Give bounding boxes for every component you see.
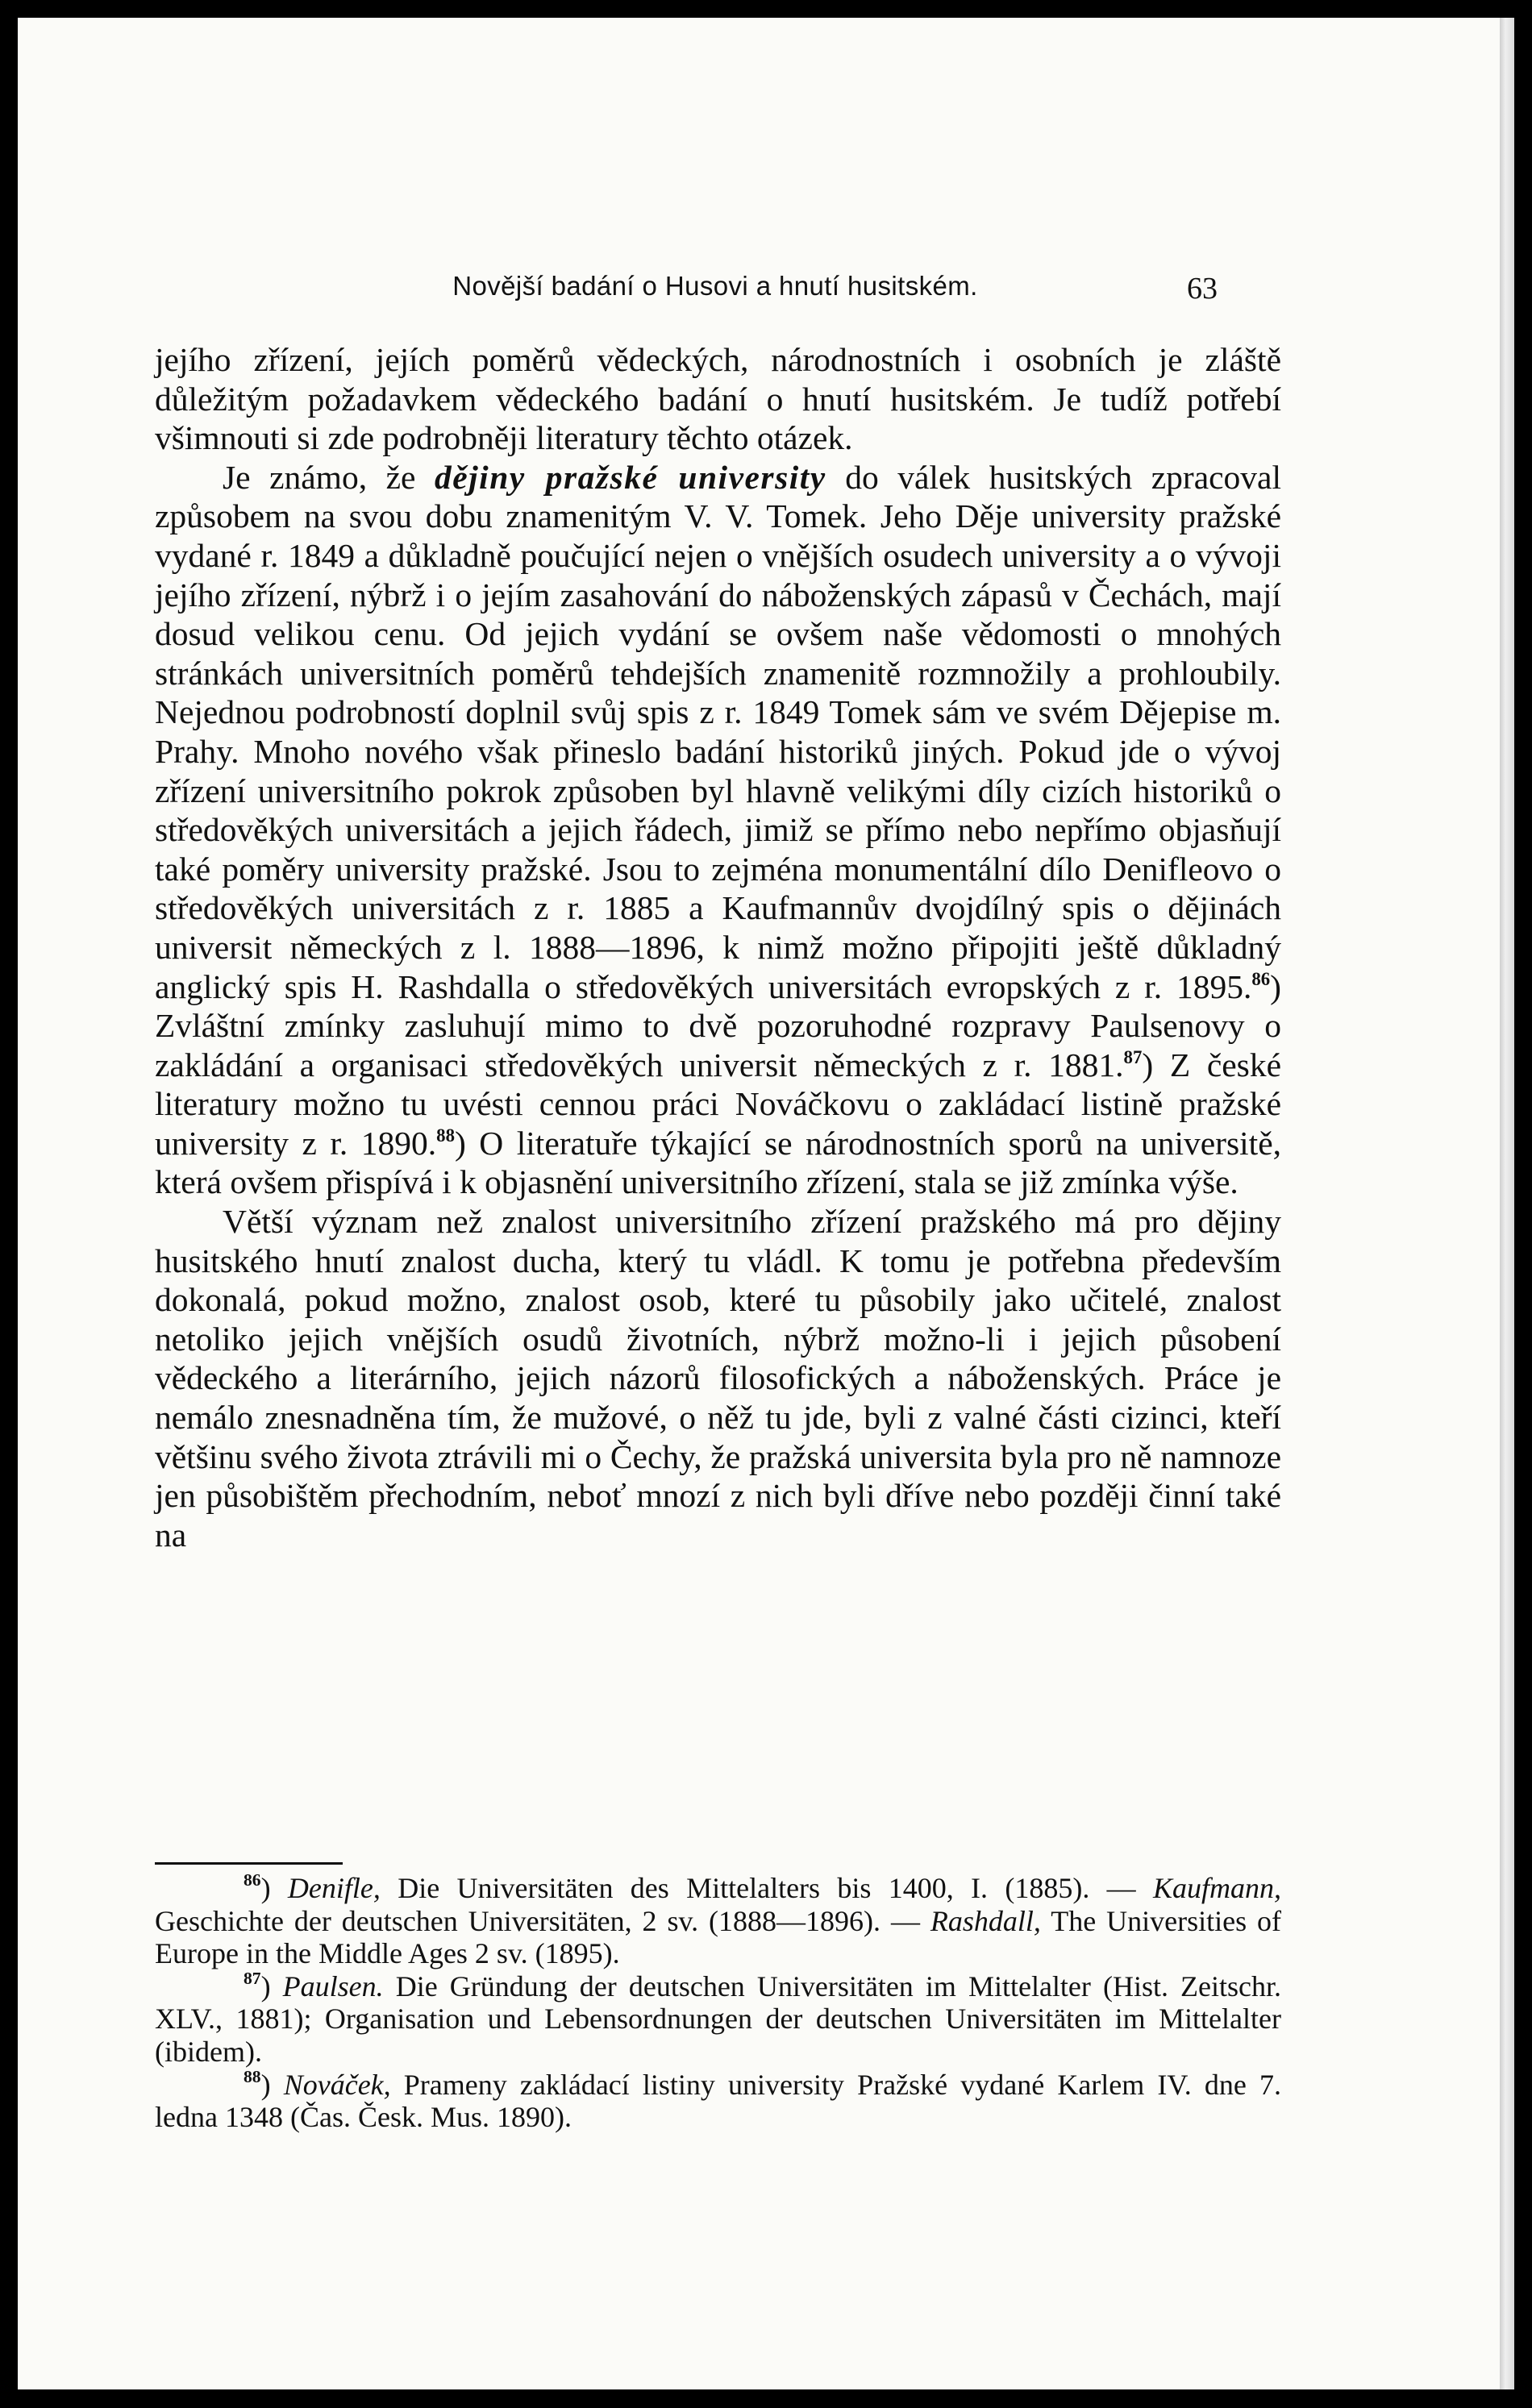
footnote-text: Geschichte der deutschen Universitäten, 2 sv. (1888—1896). — [155, 1904, 930, 1937]
footnote-divider [155, 1862, 343, 1865]
footnote-text: The Universities of Europe in the Middle Ages 2 sv. (1895). [155, 1904, 1281, 1970]
paragraph-2-part-c: ) Zvláštní zmínky zasluhují mimo to dvě pozoruhodné rozpravy Paulsenovy o zakládání a organisaci středověkých universit německých z r. 1881. [155, 967, 1281, 1083]
footnote-87: $^{87}$) Paulsen. Die Gründung der deutschen Universitäten im Mittelalter (Hist. Zeitschr. XLV., 1881); Organisation und Lebensordnungen der deutschen Universitäten im Mittelalter (ibidem). [155, 1968, 1281, 2068]
running-title: Novější badání o Husovi a hnutí husitském. [452, 271, 978, 301]
paragraph-3: Větší význam než znalost universitního zřízení pražského má pro dějiny husitského hnutí znalost ducha, který tu vládl. K tomu je potřebna především dokonalá, pokud možno, znalost osob, které tu působily jako učitelé, znalost netoliko jejich vnějších osudů životních, nýbrž možno-li i jejich působení vědeckého a literárního, jejich názorů filosofických a náboženských. Práce je nemálo znesnadněna tím, že mužové, o něž tu jde, byli z valné části cizinci, kteří většinu svého života ztrávili mi o Čechy, že pražská universita byla pro ně namnoze jen působištěm přechodním, neboť mnozí z nich byli dříve nebo později činní také na [155, 1203, 1281, 1553]
book-page [18, 18, 1500, 2389]
paragraph-1: jejího zřízení, jejích poměrů vědeckých, národnostních i osobních je zláště důležitým požadavkem vědeckého badání o hnutí husitském. Je tudíž potřebí všimnouti si zde podrobněji literatury těchto otázek. [155, 341, 1281, 457]
paragraph-2-part-e: ) O literatuře týkající se národnostních sporů na universitě, která ovšem přispívá i k objasnění universitního zřízení, stala se již zmínka výše. [155, 1124, 1281, 1201]
footnote-author-paulsen: Paulsen. [282, 1969, 384, 2003]
footnote-ref-88[interactable]: 88 [436, 1125, 455, 1146]
footnote-number-88: 88 [244, 2066, 261, 2086]
footnote-text: Die Universitäten des Mittelalters bis 1400, I. (1885). — [380, 1872, 1153, 1904]
footnote-number-86: 86 [244, 1869, 261, 1890]
footnote-text: Die Gründung der deutschen Universitäten im Mittelalter (Hist. Zeitschr. XLV., 1881); Organisation und Lebensordnungen der deutschen Universitäten im Mittelalter (ibidem). [155, 1969, 1281, 2068]
footnote-author-denifle: Denifle, [287, 1872, 381, 1904]
footnote-author-kaufmann: Kaufmann, [1152, 1872, 1281, 1904]
paragraph-2-part-b: do válek husitských zpracoval způsobem na svou dobu znamenitým V. V. Tomek. Jeho Děje university pražské vydané r. 1849 a důkladně poučující nejen o vnějších osudech university a o vývoji jejího zřízení, nýbrž i o jejím zasahování do náboženských zápasů v Čechách, mají dosud velikou cenu. Od jejich vydání se ovšem naše vědomosti o mnohých stránkách universitních poměrů tehdejších znamenitě rozmnožily a prohloubily. Nejednou podrobností doplnil svůj spis z r. 1849 Tomek sám ve svém Dějepise m. Prahy. Mnoho nového však přineslo badání historiků jiných. Pokud jde o vývoj zřízení universitního pokrok způsoben byl hlavně velikými díly cizích historiků o středověkých universitách a jejich řádech, jimiž se přímo nebo nepřímo objasňují také poměry university pražské. Jsou to zejména monumentální dílo Denifleovo o středověkých universitách z r. 1885 a Kaufmannův dvojdílný spis o dějinách universit německých z l. 1888—1896, k nimž možno připojiti ještě důkladný anglický spis H. Rashdalla o středověkých universitách evropských z r. 1895. [155, 458, 1281, 1005]
footnote-ref-87[interactable]: 87 [1123, 1046, 1143, 1067]
page-number: 63 [1187, 272, 1218, 306]
paragraph-2-part-d: ) Z české literatury možno tu uvésti cennou práci Nováčkovu o zakládací listině pražské university z r. 1890. [155, 1046, 1281, 1162]
footnote-author-novacek: Nováček, [283, 2068, 391, 2101]
paragraph-2-part-a: Je známo, že [223, 458, 435, 496]
footnote-text: Prameny zakládací listiny university Pražské vydané Karlem IV. dne 7. ledna 1348 (Čas. Česk. Mus. 1890). [155, 2068, 1281, 2134]
paragraph-2 [155, 458, 1281, 1202]
footnote-86: $^{86}$) Denifle, Die Universitäten des Mittelalters bis 1400, I. (1885). — Kaufmann, Geschichte der deutschen Universitäten, 2 sv. (1888—1896). — Rashdall, The Universities of Europe in the Middle Ages 2 sv. (1895). [155, 1869, 1281, 1970]
footnotes [155, 1869, 1281, 2134]
footnote-ref-86[interactable]: 86 [1251, 968, 1271, 989]
emphasized-topic: dějiny pražské university [434, 458, 826, 496]
footnote-number-87: 87 [244, 1968, 261, 1988]
footnote-author-rashdall: Rashdall, [930, 1904, 1041, 1937]
footnote-88: $^{88}$) Nováček, Prameny zakládací listiny university Pražské vydané Karlem IV. dne 7. ledna 1348 (Čas. Česk. Mus. 1890). [155, 2066, 1281, 2134]
main-text [155, 340, 1281, 1554]
page-edge [1500, 18, 1514, 2389]
